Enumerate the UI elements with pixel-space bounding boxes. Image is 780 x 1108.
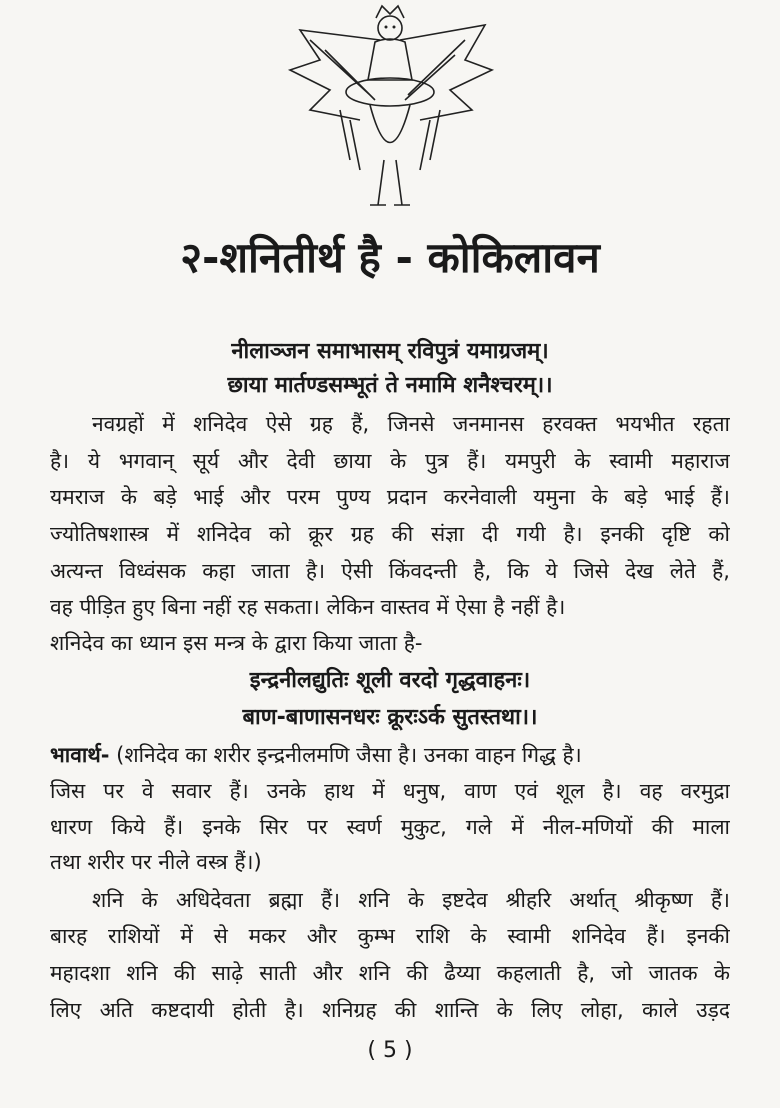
bhavarth-text: (शनिदेव का शरीर इन्द्रनीलमणि जैसा है। उनका वाहन गिद्ध है। xyxy=(116,743,582,767)
bhavarth-line: जिस पर वे सवार हैं। उनके हाथ में धनुष, वाण एवं शूल है। वह वरमुद्रा xyxy=(50,779,730,803)
paragraph-line: शनि के अधिदेवता ब्रह्मा हैं। शनि के इष्टदेव श्रीहरि अर्थात् श्रीकृष्ण हैं। xyxy=(92,888,730,912)
paragraph-line: शनिदेव का ध्यान इस मन्त्र के द्वारा किया जाता है- xyxy=(50,631,423,655)
paragraph-line: महादशा शनि की साढ़े साती और शनि की ढैय्या कहलाती है, जो जातक के xyxy=(50,961,730,985)
paragraph-line: नवग्रहों में शनिदेव ऐसे ग्रह हैं, जिनसे जनमानस हरवक्त भयभीत रहता xyxy=(92,412,730,436)
paragraph-line: बारह राशियों में से मकर और कुम्भ राशि के स्वामी शनिदेव हैं। इनकी xyxy=(50,924,730,948)
paragraph-line: अत्यन्त विध्वंसक कहा जाता है। ऐसी किंवदन्ती है, कि ये जिसे देख लेते हैं, xyxy=(50,559,730,583)
bhavarth-line: तथा शरीर पर नीले वस्त्र हैं।) xyxy=(50,850,262,874)
paragraph-line: ज्योतिषशास्त्र में शनिदेव को क्रूर ग्रह की संज्ञा दी गयी है। इनकी दृष्टि को xyxy=(50,522,730,546)
paragraph-line: है। ये भगवान् सूर्य और देवी छाया के पुत्र हैं। यमपुरी के स्वामी महाराज xyxy=(50,449,730,473)
page-number: ( 5 ) xyxy=(367,1038,413,1063)
chapter-title: २-शनितीर्थ है - कोकिलावन xyxy=(180,233,600,282)
paragraph-line: लिए अति कष्टदायी होती है। शनिग्रह की शान्ति के लिए लोहा, काले उड़द xyxy=(50,998,730,1022)
paragraph-line: यमराज के बड़े भाई और परम पुण्य प्रदान करनेवाली यमुना के बड़े भाई हैं। xyxy=(50,485,730,509)
sloka-line: छाया मार्तण्डसम्भूतं ते नमामि शनैश्चरम्।। xyxy=(227,373,553,398)
bhavarth-label: भावार्थ- xyxy=(50,743,110,767)
bhavarth-line: धारण किये हैं। इनके सिर पर स्वर्ण मुकुट, गले में नील-मणियों की माला xyxy=(50,815,730,839)
shanidev-on-vulture-illustration xyxy=(280,0,500,215)
mantra-line: बाण-बाणासनधरः क्रूरःऽर्क सुतस्तथा।। xyxy=(242,705,538,730)
sloka-line: नीलाञ्जन समाभासम् रविपुत्रं यमाग्रजम्। xyxy=(231,339,549,364)
paragraph-line: वह पीड़ित हुए बिना नहीं रह सकता। लेकिन वास्तव में ऐसा है नहीं है। xyxy=(50,595,566,619)
mantra-line: इन्द्रनीलद्युतिः शूली वरदो गृद्धवाहनः। xyxy=(249,668,531,693)
bhavarth-line xyxy=(50,740,730,770)
